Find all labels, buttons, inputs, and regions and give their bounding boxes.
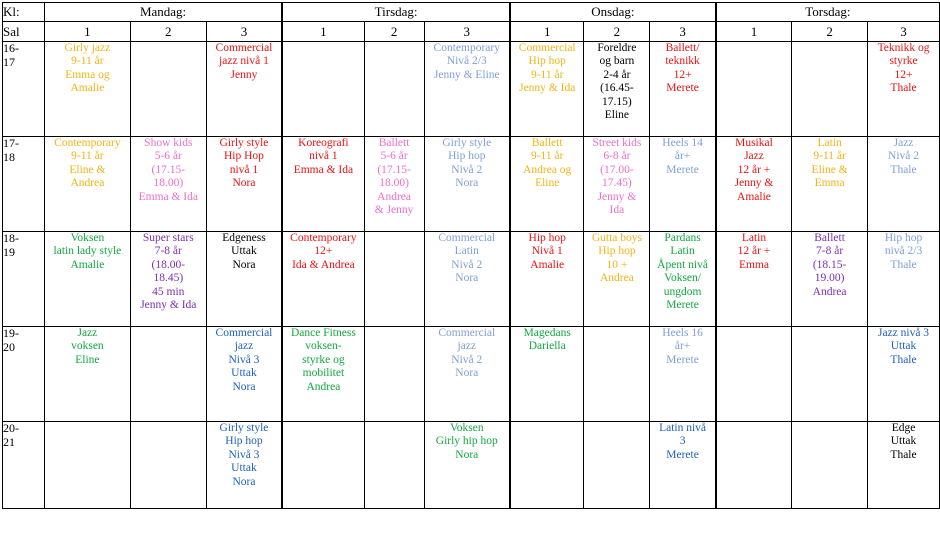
schedule-body	[3, 42, 940, 509]
class-cell	[584, 232, 650, 327]
class-cell	[44, 137, 130, 232]
room-number: 2	[792, 22, 868, 42]
class-text: Foreldre og barn 2-4 år (16.45- 17.15) Eline	[597, 42, 637, 122]
class-cell	[282, 327, 364, 422]
class-text: Girly style Hip hop Nivå 3 Uttak Nora	[219, 422, 269, 488]
time-slot-row	[3, 42, 940, 137]
empty-cell	[716, 42, 792, 137]
time-slot-row	[3, 422, 940, 509]
class-text: Contemporary 12+ Ida & Andrea	[290, 232, 357, 271]
room-number: 1	[44, 22, 130, 42]
class-text: Girly jazz 9-11 år Emma og Amalie	[64, 42, 111, 95]
empty-cell	[510, 422, 584, 509]
class-text: Latin 12 år + Emma	[737, 232, 771, 271]
class-cell	[130, 232, 206, 327]
time-slot-text: 16- 17	[3, 41, 19, 69]
class-cell	[130, 137, 206, 232]
class-text: Commercial jazz nivå 1 Jenny	[215, 42, 273, 81]
empty-cell	[792, 327, 868, 422]
class-cell	[206, 422, 282, 509]
time-slot-label	[3, 232, 45, 327]
empty-cell	[792, 422, 868, 509]
class-cell	[44, 42, 130, 137]
day-header-tuesday: Tirsdag:	[282, 3, 510, 22]
empty-cell	[364, 232, 424, 327]
class-text: Super stars 7-8 år (18.00- 18.45) 45 min Jenny & Ida	[140, 232, 197, 312]
time-slot-label	[3, 137, 45, 232]
class-cell	[424, 42, 510, 137]
weekly-timetable	[2, 2, 940, 509]
class-text: Hip hop Nivå 1 Amalie	[528, 232, 566, 271]
empty-cell	[364, 42, 424, 137]
class-text: Ballett 7-8 år (18.15- 19.00) Andrea	[812, 232, 847, 298]
time-slot-row	[3, 137, 940, 232]
time-slot-label	[3, 422, 45, 509]
empty-cell	[282, 422, 364, 509]
class-cell	[282, 137, 364, 232]
class-text: Commercial jazz Nivå 2 Nora	[438, 327, 496, 380]
sal-label: Sal	[3, 22, 45, 42]
empty-cell	[130, 42, 206, 137]
class-cell	[792, 232, 868, 327]
class-text: Commercial jazz Nivå 3 Uttak Nora	[215, 327, 273, 393]
class-text: Contemporary 9-11 år Eline & Andrea	[54, 137, 121, 190]
class-cell	[650, 327, 716, 422]
class-cell	[510, 232, 584, 327]
class-text: Koreografi nivå 1 Emma & Ida	[293, 137, 354, 176]
class-cell	[510, 137, 584, 232]
class-text: Pardans Latin Åpent nivå Voksen/ ungdom Merete	[657, 232, 708, 312]
room-number: 3	[650, 22, 716, 42]
class-text: Latin nivå 3 Merete	[659, 422, 707, 461]
class-text: Edge Uttak Thale	[890, 422, 917, 461]
empty-cell	[584, 422, 650, 509]
class-text: Edgeness Uttak Nora	[222, 232, 266, 271]
time-slot-row	[3, 232, 940, 327]
empty-cell	[130, 327, 206, 422]
time-slot-label	[3, 42, 45, 137]
class-cell	[44, 327, 130, 422]
class-text: Commercial Hip hop 9-11 år Jenny & Ida	[518, 42, 576, 95]
class-cell	[716, 232, 792, 327]
class-cell	[206, 232, 282, 327]
class-cell	[510, 327, 584, 422]
room-number: 3	[206, 22, 282, 42]
class-cell	[206, 327, 282, 422]
empty-cell	[130, 422, 206, 509]
time-slot-label	[3, 327, 45, 422]
class-cell	[282, 232, 364, 327]
class-cell	[584, 137, 650, 232]
class-text: Musikal Jazz 12 år + Jenny & Amalie	[734, 137, 774, 203]
class-text: Hip hop nivå 2/3 Thale	[884, 232, 923, 271]
empty-cell	[716, 327, 792, 422]
time-slot-text: 17- 18	[3, 136, 19, 164]
class-text: Teknikk og styrke 12+ Thale	[877, 42, 930, 95]
day-header-monday: Mandag:	[44, 3, 282, 22]
class-text: Heels 14 år+ Merete	[662, 137, 703, 176]
class-cell	[650, 42, 716, 137]
class-cell	[206, 137, 282, 232]
class-cell	[650, 137, 716, 232]
class-text: Voksen Girly hip hop Nora	[435, 422, 498, 461]
class-text: Ballett/ teknikk 12+ Merete	[665, 42, 700, 95]
class-text: Heels 16 år+ Merete	[662, 327, 703, 366]
room-number: 3	[868, 22, 940, 42]
class-text: Jazz voksen Eline	[71, 327, 104, 366]
day-header-wednesday: Onsdag:	[510, 3, 716, 22]
class-cell	[868, 327, 940, 422]
class-cell	[424, 422, 510, 509]
class-text: Jazz Nivå 2 Thale	[888, 137, 919, 176]
room-number: 2	[130, 22, 206, 42]
class-cell	[868, 232, 940, 327]
room-number: 2	[584, 22, 650, 42]
class-cell	[206, 42, 282, 137]
day-header-thursday: Torsdag:	[716, 3, 940, 22]
room-number: 1	[510, 22, 584, 42]
class-text: Contemporary Nivå 2/3 Jenny & Eline	[433, 42, 500, 81]
class-cell	[792, 137, 868, 232]
class-text: Dance Fitness voksen- styrke og mobilitet Andrea	[290, 327, 356, 393]
empty-cell	[716, 422, 792, 509]
time-slot-text: 20- 21	[3, 421, 19, 449]
empty-cell	[364, 327, 424, 422]
class-text: Jazz nivå 3 Uttak Thale	[877, 327, 930, 366]
room-number: 3	[424, 22, 510, 42]
class-cell	[868, 42, 940, 137]
room-number: 1	[282, 22, 364, 42]
empty-cell	[44, 422, 130, 509]
empty-cell	[282, 42, 364, 137]
class-text: Show kids 5-6 år (17.15- 18.00) Emma & Ida	[138, 137, 198, 203]
time-slot-text: 19- 20	[3, 326, 19, 354]
room-number: 2	[364, 22, 424, 42]
class-cell	[364, 137, 424, 232]
time-slot-text: 18- 19	[3, 231, 19, 259]
class-cell	[868, 422, 940, 509]
room-header-row	[3, 22, 940, 42]
class-cell	[424, 232, 510, 327]
class-cell	[510, 42, 584, 137]
class-text: Girly style Hip hop Nivå 2 Nora	[442, 137, 492, 190]
class-text: Gutta boys Hip hop 10 + Andrea	[591, 232, 642, 285]
class-cell	[650, 422, 716, 509]
time-slot-row	[3, 327, 940, 422]
class-text: Ballett 9-11 år Andrea og Eline	[523, 137, 572, 190]
class-text: Latin 9-11 år Eline & Emma	[811, 137, 848, 190]
class-text: Ballett 5-6 år (17.15- 18.00) Andrea & Jenny	[374, 137, 414, 217]
class-text: Street kids 6-8 år (17.00- 17.45) Jenny & Ida	[592, 137, 642, 217]
class-cell	[424, 327, 510, 422]
empty-cell	[584, 327, 650, 422]
class-text: Magedans Dariella	[523, 327, 571, 353]
class-text: Commercial Latin Nivå 2 Nora	[438, 232, 496, 285]
room-number: 1	[716, 22, 792, 42]
class-cell	[44, 232, 130, 327]
class-cell	[424, 137, 510, 232]
kl-label: Kl:	[3, 3, 45, 22]
day-header-row	[3, 3, 940, 22]
class-cell	[584, 42, 650, 137]
class-cell	[868, 137, 940, 232]
class-cell	[716, 137, 792, 232]
empty-cell	[364, 422, 424, 509]
class-cell	[650, 232, 716, 327]
empty-cell	[792, 42, 868, 137]
class-text: Voksen latin lady style Amalie	[53, 232, 122, 271]
class-text: Girly style Hip Hop nivå 1 Nora	[219, 137, 269, 190]
